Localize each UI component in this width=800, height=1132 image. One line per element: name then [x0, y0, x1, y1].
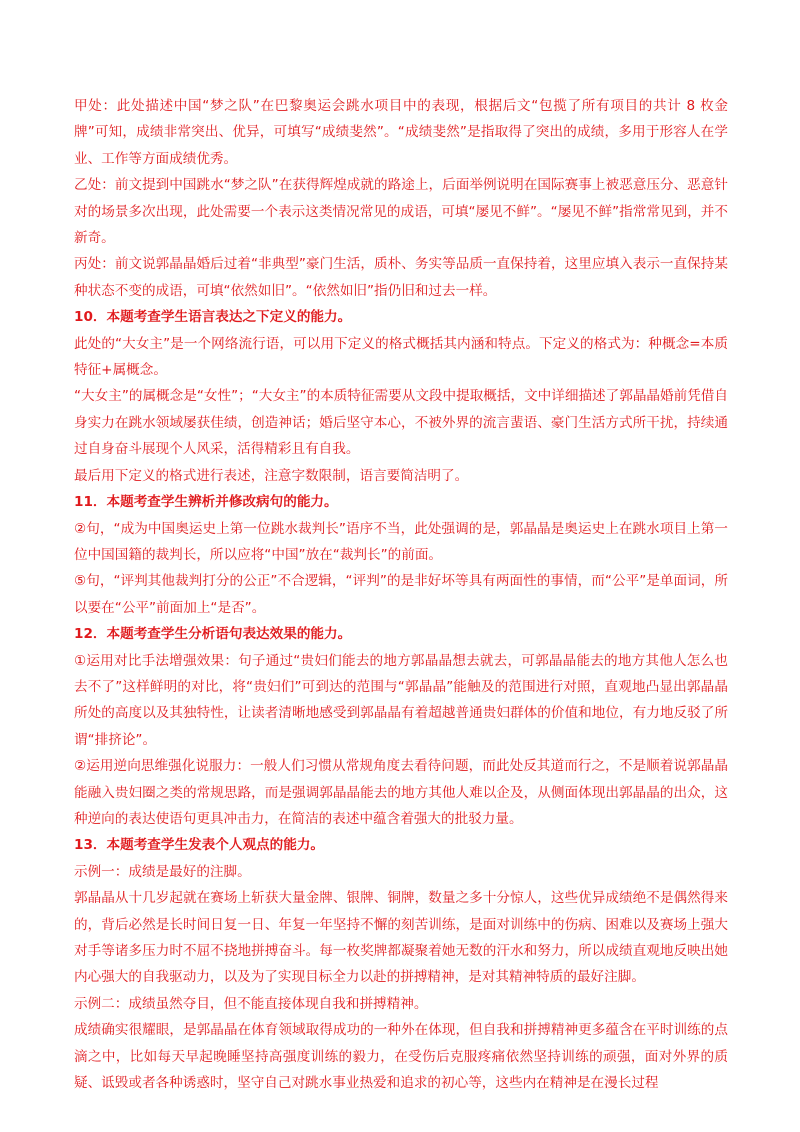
q13-example-2-title: 示例二：成绩虽然夺目，但不能直接体现自我和拼搏精神。: [74, 995, 428, 1012]
analysis-jia: 甲处：此处描述中国“梦之队”在巴黎奥运会跳水项目中的表现，根据后文“包揽了所有项目的共计 8 枚金牌”可知，成绩非常突出、优异，可填写“成绩斐然”。“成绩斐然”是指取得了突出的成绩，多用于形容人在学业、工作等方面成绩优秀。: [74, 98, 728, 167]
question-10-heading: 10．本题考查学生语言表达之下定义的能力。: [74, 309, 352, 326]
q10-definition-format: 此处的“大女主”是一个网络流行语，可以用下定义的格式概括其内涵和特点。下定义的格式为：种概念=本质特征+属概念。: [74, 335, 728, 379]
q13-example-1-body: 郭晶晶从十几岁起就在赛场上斩获大量金牌、银牌、铜牌，数量之多十分惊人，这些优异成绩绝不是偶然得来的，背后必然是长时间日复一日、年复一年坚持不懈的刻苦训练，是面对训练中的伤病、困难以及赛场上强大对手等诸多压力时不屈不挠地拼搏奋斗。每一枚奖牌都凝聚着她无数的汗水和努力，所以成绩直观地反映出她内心强大的自我驱动力，以及为了实现目标全力以赴的拼搏精神，是对其精神特质的最好注脚。: [74, 890, 728, 986]
analysis-yi: 乙处：前文提到中国跳水“梦之队”在获得辉煌成就的路途上，后面举例说明在国际赛事上被恶意压分、恶意针对的场景多次出现，此处需要一个表示这类情况常见的成语，可填“屡见不鲜”。“屡见不鲜”指常常见到，并不新奇。: [74, 177, 728, 247]
q12-point-1: ①运用对比手法增强效果：句子通过“贵妇们能去的地方郭晶晶想去就去，可郭晶晶能去的地方其他人怎么也去不了”这样鲜明的对比，将“贵妇们”可到达的范围与“郭晶晶”能触及的范围进行对照，直观地凸显出郭晶晶所处的高度以及其独特性，让读者清晰地感受到郭晶晶有着超越普通贵妇群体的价值和地位，有力地反驳了所谓“排挤论”。: [74, 652, 728, 748]
question-11-heading: 11．本题考查学生辨析并修改病句的能力。: [74, 494, 338, 511]
q11-sentence-5: ⑤句，“评判其他裁判打分的公正”不合逻辑，“评判”的是非好坏等具有两面性的事情，而“公平”是单面词，所以要在“公平”前面加上“是否”。: [74, 573, 728, 616]
question-12-heading: 12．本题考查学生分析语句表达效果的能力。: [74, 626, 352, 643]
analysis-bing: 丙处：前文说郭晶晶婚后过着“非典型”豪门生活，质朴、务实等品质一直保持着，这里应填入表示一直保持某种状态不变的成语，可填“依然如旧”。“依然如旧”指仍旧和过去一样。: [74, 256, 728, 299]
q11-sentence-2: ②句，“成为中国奥运史上第一位跳水裁判长”语序不当，此处强调的是，郭晶晶是奥运史上在跳水项目上第一位中国国籍的裁判长，所以应将“中国”放在“裁判长”的前面。: [74, 520, 728, 563]
q13-example-1-title: 示例一：成绩是最好的注脚。: [74, 863, 251, 880]
question-13-heading: 13．本题考查学生发表个人观点的能力。: [74, 837, 325, 854]
q13-example-2-body: 成绩确实很耀眼，是郭晶晶在体育领域取得成功的一种外在体现，但自我和拼搏精神更多蕴含在平时训练的点滴之中，比如每天早起晚睡坚持高强度训练的毅力，在受伤后克服疼痛依然坚持训练的顽强，面对外界的质疑、诋毁或者各种诱惑时，坚守自己对跳水事业热爱和追求的初心等，这些内在精神是在漫长过程: [74, 1022, 728, 1092]
q10-conclusion: 最后用下定义的格式进行表述，注意字数限制，语言要简洁明了。: [74, 467, 469, 484]
q12-point-2: ②运用逆向思维强化说服力：一般人们习惯从常规角度去看待问题，而此处反其道而行之，不是顺着说郭晶晶能融入贵妇圈之类的常规思路，而是强调郭晶晶能去的地方其他人难以企及，从侧面体现出郭晶晶的出众，这种逆向的表达使语句更具冲击力，在简洁的表述中蕴含着强大的批驳力量。: [74, 758, 728, 827]
q10-analysis: “大女主”的属概念是“女性”；“大女主”的本质特征需要从文段中提取概括，文中详细描述了郭晶晶婚前凭借自身实力在跳水领域屡获佳绩，创造神话；婚后坚守本心，不被外界的流言蜚语、豪门生活方式所干扰，持续通过自身奋斗展现个人风采，活得精彩且有自我。: [74, 388, 728, 458]
